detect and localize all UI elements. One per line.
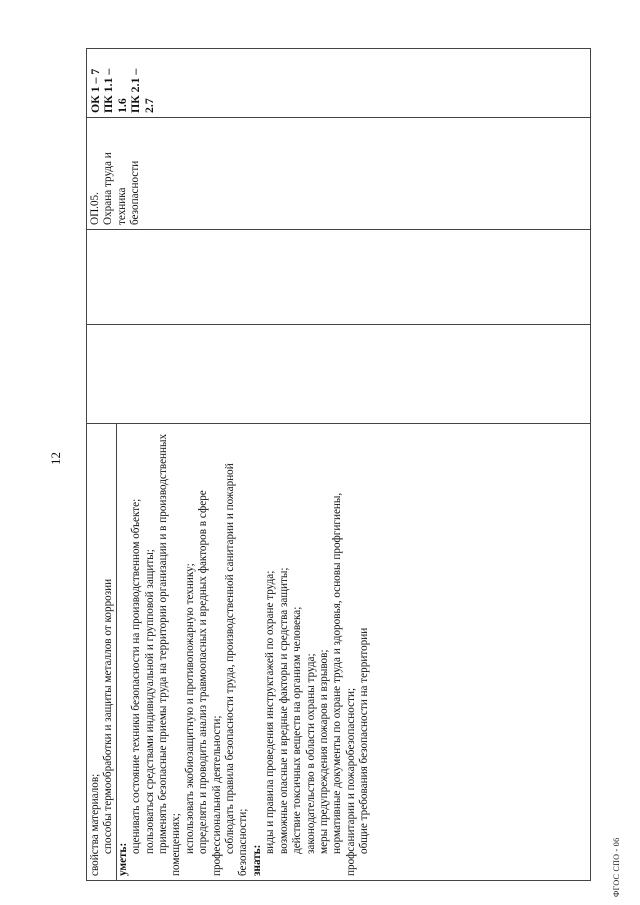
footer-label: ФГОС СПО - 06	[612, 837, 621, 897]
znat-label: знать:	[250, 844, 263, 876]
competency-code: ПК 1.1 – 1.6	[101, 68, 129, 113]
discipline-title: Охрана труда и техника безопасности	[102, 152, 142, 225]
requirements-cell	[87, 424, 591, 881]
list-item: свойства материалов;	[89, 773, 101, 876]
discipline-code: ОП.05.	[89, 192, 101, 225]
list-item: действие токсичных веществ на организм человека;	[291, 606, 304, 854]
list-item: возможные опасные и вредные факторы и средства защиты;	[277, 567, 290, 854]
list-item: определять и проводить анализ травмоопасных и вредных факторов в сфере профессиональной деятельности;	[197, 490, 223, 876]
list-item: виды и правила проведения инструктажей по охране труда;	[264, 570, 277, 854]
list-item: оценивать состояние техники безопасности на производственном объекте;	[130, 498, 143, 854]
list-item: общие требования безопасности на территории	[358, 627, 371, 854]
umet-label: уметь:	[116, 842, 129, 876]
list-item: меры предупреждения пожаров и взрывов;	[317, 649, 330, 854]
competency-code: ПК 2.1 – 2.7	[128, 68, 156, 113]
list-item: способы термообработки и защиты металлов от коррозии	[102, 578, 115, 854]
table-row	[87, 49, 591, 881]
hours-max-cell	[87, 325, 591, 424]
list-item: использовать экобиозащитную и противопожарную технику;	[183, 563, 196, 854]
list-item: применять безопасные приемы труда на территории организации и в производственных помещениях;	[157, 433, 183, 876]
list-item: пользоваться средствами индивидуальной и групповой защиты;	[143, 549, 156, 854]
competencies-cell	[87, 49, 591, 118]
page-number: 12	[48, 452, 63, 465]
list-item: нормативные документы по охране труда и здоровья, основы профгигиены, профсанитарии и пожаробезопасности;	[331, 492, 357, 876]
hours-class-cell	[87, 230, 591, 325]
list-item: соблюдать правила безопасности труда, производственной санитарии и пожарной безопасности;	[224, 463, 250, 876]
list-item: законодательство в области охраны труда;	[304, 653, 317, 854]
curriculum-table	[86, 48, 591, 881]
top-block	[89, 424, 117, 880]
discipline-cell	[87, 118, 591, 230]
competency-code: ОК 1 – 7	[88, 68, 102, 113]
